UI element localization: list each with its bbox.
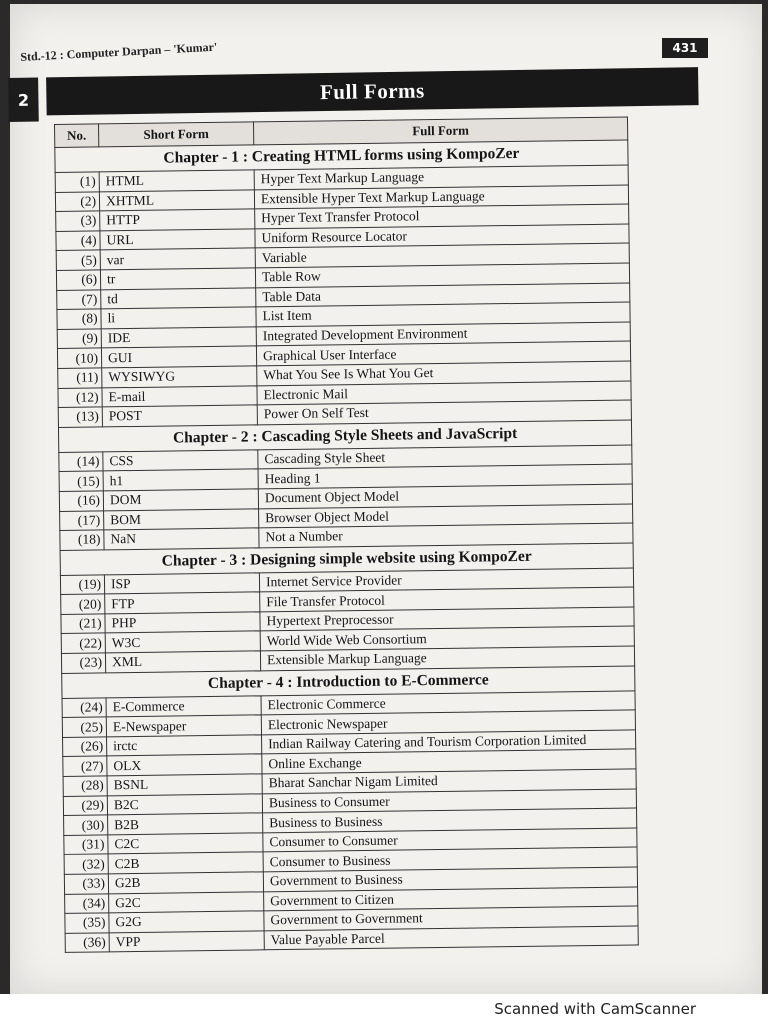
full-form: Government to Business xyxy=(263,867,637,891)
row-number: (19) xyxy=(60,575,104,595)
short-form: var xyxy=(100,248,255,270)
short-form: B2C xyxy=(107,793,262,815)
row-number: (21) xyxy=(61,614,105,634)
full-form: Not a Number xyxy=(259,523,633,547)
full-form: Consumer to Consumer xyxy=(263,828,637,852)
short-form: G2B xyxy=(108,872,263,894)
row-number: (30) xyxy=(64,815,108,835)
full-form: List Item xyxy=(256,302,630,326)
section-number: 2 xyxy=(8,78,39,122)
row-number: (34) xyxy=(65,893,109,913)
row-number: (27) xyxy=(63,756,107,776)
short-form: tr xyxy=(100,268,255,290)
chapter-title: Chapter - 2 : Cascading Style Sheets and JavaScript xyxy=(58,420,631,452)
full-form: Hyper Text Transfer Protocol xyxy=(255,204,629,228)
short-form: h1 xyxy=(103,469,258,491)
full-form: Consumer to Business xyxy=(263,847,637,871)
full-form: What You See Is What You Get xyxy=(257,361,631,385)
row-number: (36) xyxy=(65,933,109,953)
full-form: Government to Government xyxy=(264,906,638,930)
full-forms-table xyxy=(54,116,639,953)
short-form: BOM xyxy=(104,508,259,530)
full-form: Business to Business xyxy=(263,808,637,832)
full-form: Document Object Model xyxy=(258,484,632,508)
short-form: E-Newspaper xyxy=(106,715,261,737)
row-number: (15) xyxy=(59,471,103,491)
full-form: Variable xyxy=(255,243,629,267)
full-form: Indian Railway Catering and Tourism Corporation Limited xyxy=(262,730,636,754)
short-form: B2B xyxy=(108,813,263,835)
row-number: (3) xyxy=(56,211,100,231)
short-form: E-Commerce xyxy=(106,695,261,717)
short-form: IDE xyxy=(101,327,256,349)
full-form: Power On Self Test xyxy=(257,400,631,424)
full-form: Extensible Hyper Text Markup Language xyxy=(254,185,628,209)
row-number: (26) xyxy=(63,737,107,757)
page-title: Full Forms xyxy=(46,67,699,115)
chapter-title: Chapter - 4 : Introduction to E-Commerce xyxy=(62,666,635,698)
short-form: NaN xyxy=(104,528,259,550)
short-form: W3C xyxy=(105,631,260,653)
row-number: (24) xyxy=(62,698,106,718)
full-form: Electronic Commerce xyxy=(261,691,635,715)
full-form: Hypertext Preprocessor xyxy=(260,607,634,631)
short-form: G2G xyxy=(109,911,264,933)
row-number: (18) xyxy=(60,530,104,550)
full-form: Cascading Style Sheet xyxy=(258,445,632,469)
short-form: HTML xyxy=(99,170,254,192)
full-form: Electronic Newspaper xyxy=(261,710,635,734)
short-form: CSS xyxy=(103,450,258,472)
row-number: (6) xyxy=(56,270,100,290)
row-number: (7) xyxy=(57,289,101,309)
short-form: irctc xyxy=(107,735,262,757)
short-form: XML xyxy=(105,651,260,673)
full-form: Integrated Development Environment xyxy=(256,322,630,346)
row-number: (14) xyxy=(59,452,103,472)
column-header-full-form: Full Form xyxy=(253,117,627,145)
row-number: (13) xyxy=(58,407,102,427)
short-form: C2B xyxy=(108,852,263,874)
short-form: G2C xyxy=(109,891,264,913)
chapter-title: Chapter - 1 : Creating HTML forms using KompoZer xyxy=(55,140,628,172)
short-form: POST xyxy=(102,405,257,427)
short-form: HTTP xyxy=(100,209,255,231)
full-form: Browser Object Model xyxy=(259,503,633,527)
row-number: (20) xyxy=(61,594,105,614)
short-form: DOM xyxy=(103,489,258,511)
full-form: Extensible Markup Language xyxy=(260,646,634,670)
short-form: WYSIWYG xyxy=(102,366,257,388)
short-form: FTP xyxy=(105,592,260,614)
full-form: Government to Citizen xyxy=(264,887,638,911)
row-number: (17) xyxy=(60,510,104,530)
full-form: Uniform Resource Locator xyxy=(255,224,629,248)
full-form: Electronic Mail xyxy=(257,381,631,405)
row-number: (11) xyxy=(58,368,102,388)
short-form: ISP xyxy=(104,573,259,595)
row-number: (35) xyxy=(65,913,109,933)
row-number: (22) xyxy=(61,633,105,653)
full-form: World Wide Web Consortium xyxy=(260,626,634,650)
short-form: OLX xyxy=(107,754,262,776)
page-number: 431 xyxy=(662,38,708,58)
full-form: Hyper Text Markup Language xyxy=(254,165,628,189)
chapter-title: Chapter - 3 : Designing simple website using KompoZer xyxy=(60,543,633,575)
full-form: Business to Consumer xyxy=(262,789,636,813)
short-form: URL xyxy=(100,229,255,251)
full-form: Heading 1 xyxy=(258,464,632,488)
short-form: td xyxy=(101,287,256,309)
scanner-watermark xyxy=(0,994,768,1024)
full-form: Table Row xyxy=(255,263,629,287)
full-form: Table Data xyxy=(256,283,630,307)
row-number: (25) xyxy=(62,717,106,737)
row-number: (2) xyxy=(55,192,99,212)
row-number: (10) xyxy=(57,348,101,368)
row-number: (4) xyxy=(56,231,100,251)
running-head: Std.-12 : Computer Darpan – 'Kumar' xyxy=(20,39,218,64)
row-number: (32) xyxy=(64,854,108,874)
full-form: Value Payable Parcel xyxy=(264,926,638,950)
row-number: (29) xyxy=(63,795,107,815)
full-form: Bharat Sanchar Nigam Limited xyxy=(262,769,636,793)
row-number: (23) xyxy=(61,653,105,673)
short-form: li xyxy=(101,307,256,329)
short-form: GUI xyxy=(101,346,256,368)
full-forms-table-wrapper xyxy=(54,116,639,953)
full-form: Internet Service Provider xyxy=(259,568,633,592)
short-form: E-mail xyxy=(102,385,257,407)
row-number: (28) xyxy=(63,776,107,796)
full-form: Graphical User Interface xyxy=(256,341,630,365)
row-number: (1) xyxy=(55,172,99,192)
scanner-watermark-text: Scanned with CamScanner xyxy=(494,1000,696,1018)
row-number: (9) xyxy=(57,329,101,349)
short-form: C2C xyxy=(108,833,263,855)
row-number: (33) xyxy=(64,874,108,894)
table-body xyxy=(55,140,638,953)
short-form: VPP xyxy=(109,931,264,953)
short-form: PHP xyxy=(105,612,260,634)
row-number: (12) xyxy=(58,387,102,407)
short-form: XHTML xyxy=(99,189,254,211)
column-header-no: No. xyxy=(55,124,99,148)
row-number: (5) xyxy=(56,250,100,270)
row-number: (31) xyxy=(64,835,108,855)
column-header-short-form: Short Form xyxy=(99,122,254,147)
row-number: (8) xyxy=(57,309,101,329)
row-number: (16) xyxy=(59,491,103,511)
full-form: Online Exchange xyxy=(262,749,636,773)
short-form: BSNL xyxy=(107,774,262,796)
full-form: File Transfer Protocol xyxy=(260,587,634,611)
